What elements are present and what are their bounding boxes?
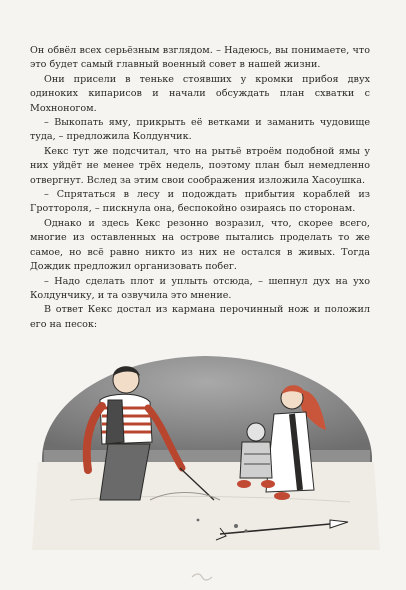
paragraph: В ответ Кекс достал из кармана перочинный нож и положил его на песок: bbox=[30, 304, 370, 330]
night-sky bbox=[42, 356, 372, 462]
paragraph: Он обвёл всех серьёзным взглядом. – Надеюсь, вы понимаете, что это будет самый главный военный совет в нашей жизни. bbox=[30, 45, 370, 71]
paragraph: – Выкопать яму, прикрыть её ветками и заманить чудовище туда, – предложила Колдунчик. bbox=[30, 117, 370, 143]
paragraph: Они присели в теньке стоявших у кромки прибоя двух одиноких кипарисов и начали обсуждать план схватки с Мохноногом. bbox=[30, 73, 370, 114]
paragraph: Однако и здесь Кекс резонно возразил, что, скорее всего, многие из оставленных на острове пытались проделать то же самое, но всё равно никто из них не остался в живых. Тогда Дождик предложил организовать побег. bbox=[30, 217, 370, 273]
paragraph: – Спрятаться в лесу и подождать прибытия кораблей из Гроттороля, – пискнула она, беспокойно озираясь по сторонам. bbox=[30, 189, 370, 215]
body-text bbox=[30, 44, 370, 332]
paragraph: Кекс тут же подсчитал, что на рытьё втроём подобной ямы у них уйдёт не менее трёх недель, поэтому план был немедленно отвергнут. Вслед за этим свои соображения изложила Хасоушка. bbox=[30, 145, 370, 186]
page-ornament bbox=[190, 572, 214, 582]
paragraph: – Надо сделать плот и уплыть отсюда, – шепнул дух на ухо Колдунчику, и та озвучила это мнение. bbox=[30, 275, 370, 301]
sea-band bbox=[44, 450, 370, 464]
story-illustration bbox=[30, 350, 382, 560]
sand-ground bbox=[32, 462, 380, 550]
